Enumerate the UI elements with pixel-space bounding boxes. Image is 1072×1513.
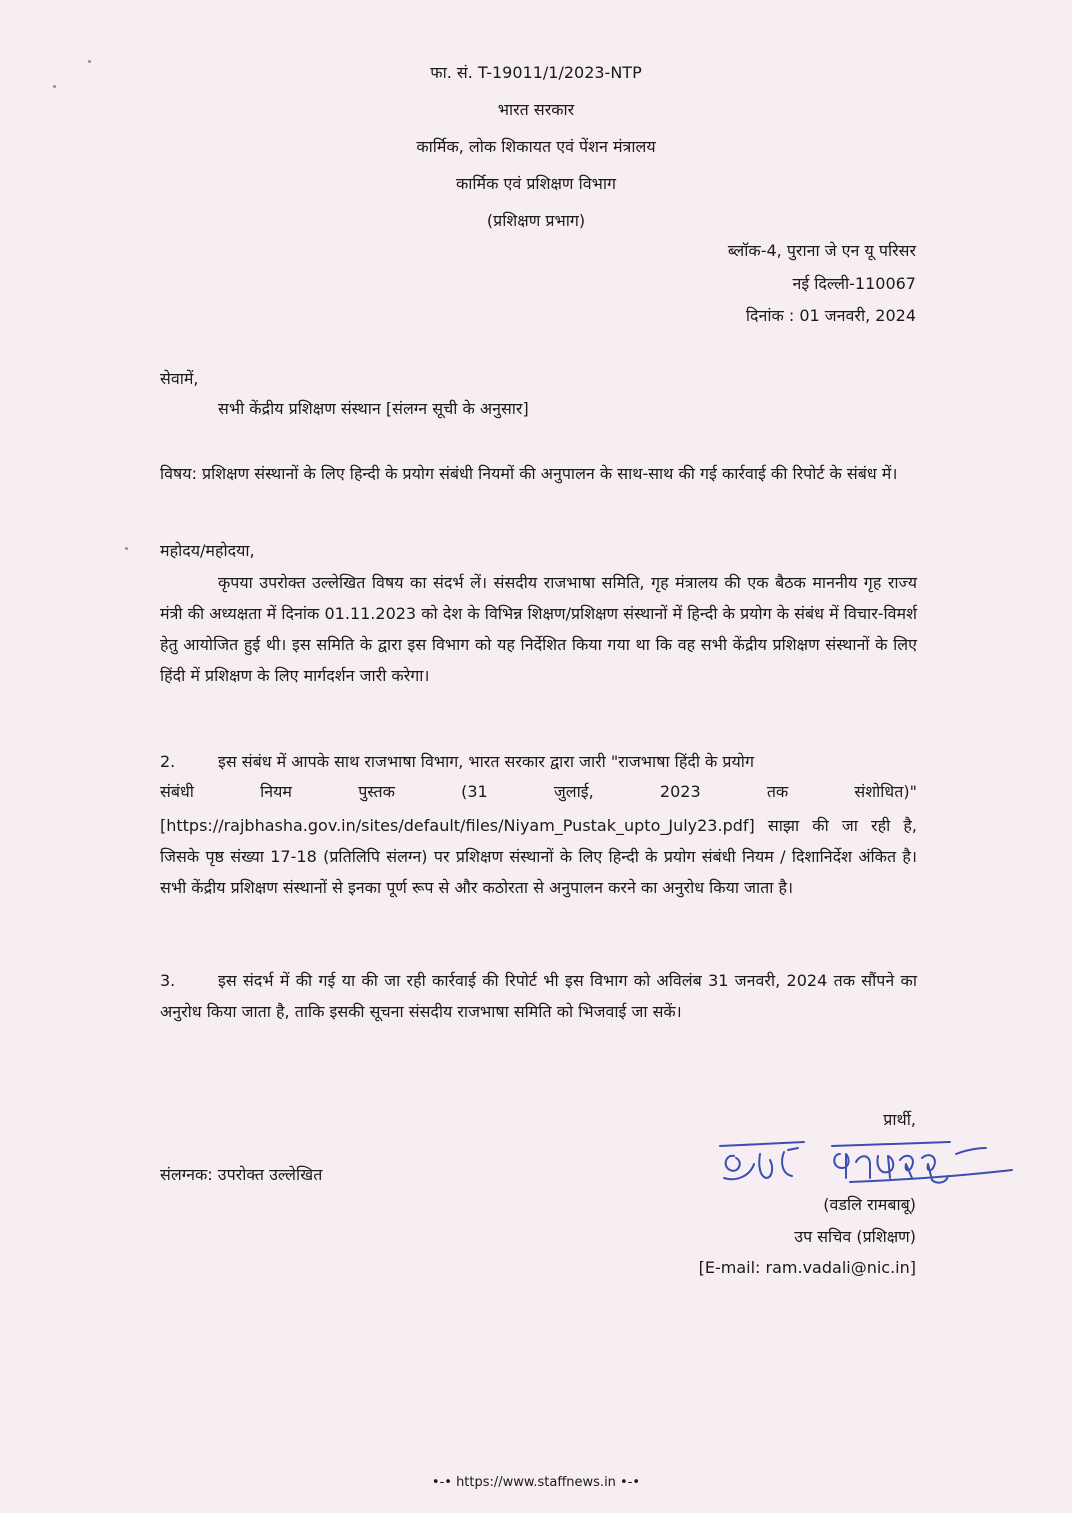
file-number: फा. सं. T-19011/1/2023-NTP [430, 63, 642, 82]
p2-word: नियम [260, 782, 292, 801]
yours-faithfully: प्रार्थी, [883, 1110, 916, 1129]
signatory-name: (वडलि रामबाबू) [823, 1195, 916, 1214]
p2-word: 2023 [659, 782, 701, 801]
paragraph-1: कृपया उपरोक्त उल्लेखित विषय का संदर्भ लें। संसदीय राजभाषा समिति, गृह मंत्रालय की एक बैठक माननीय गृह राज्य मंत्री की अध्यक्षता में दिनांक 01.11.2023 को देश के विभिन्न शिक्षण/प्रशिक्षण संस्थानों में हिन्दी के प्रयोग के संबंध में विचार-विमर्श हेतु आयोजित हुई थी। इस समिति के द्वारा इस विभाग को यह निर्देशित किया गया था कि वह सभी केंद्रीय प्रशिक्षण संस्थानों के लिए हिंदी में प्रशिक्षण के लिए मार्गदर्शन जारी करेगा। [160, 573, 917, 685]
paragraph-2-number: 2. [160, 752, 176, 771]
p2-word: संशोधित)" [854, 782, 917, 801]
ministry-name: कार्मिक, लोक शिकायत एवं पेंशन मंत्रालय [416, 137, 656, 156]
department-name: कार्मिक एवं प्रशिक्षण विभाग [455, 174, 617, 193]
signature [700, 1132, 1030, 1194]
paragraph-3 [160, 965, 917, 1027]
paragraph-2-line-1: इस संबंध में आपके साथ राजभाषा विभाग, भारत सरकार द्वारा जारी "राजभाषा हिंदी के प्रयोग [218, 752, 754, 771]
p2-word: (31 [461, 782, 488, 801]
recipient: सभी केंद्रीय प्रशिक्षण संस्थान [संलग्न सूची के अनुसार] [218, 399, 529, 418]
paragraph-3-number: 3. [160, 971, 176, 990]
enclosure-note: संलग्नक: उपरोक्त उल्लेखित [160, 1165, 323, 1184]
paragraph-2-body: [https://rajbhasha.gov.in/sites/default/files/Niyam_Pustak_upto_July23.pdf] साझा की जा रही है, जिसके पृष्ठ संख्या 17-18 (प्रतिलिपि संलग्न) पर प्रशिक्षण संस्थानों के लिए हिन्दी के प्रयोग संबंधी नियम / दिशानिर्देश अंकित है। सभी केंद्रीय प्रशिक्षण संस्थानों से इनका पूर्ण रूप से और कठोरता से अनुपालन करने का अनुरोध किया जाता है। [160, 816, 917, 897]
salutation-to: सेवामें, [160, 369, 199, 388]
footer-url: •-• https://www.staffnews.in •-• [431, 1475, 641, 1490]
scan-speck [125, 547, 128, 550]
p2-word: तक [766, 782, 789, 801]
p2-word: संबंधी [160, 782, 194, 801]
p2-word: पुस्तक [358, 782, 395, 801]
letter-date: दिनांक : 01 जनवरी, 2024 [745, 306, 916, 325]
scan-speck [53, 85, 56, 88]
subject-line: विषय: प्रशिक्षण संस्थानों के लिए हिन्दी के प्रयोग संबंधी नियमों की अनुपालन के साथ-साथ की गई कार्रवाई की रिपोर्ट के संबंध में। [160, 464, 898, 483]
p2-word: जुलाई, [553, 782, 594, 801]
greeting: महोदय/महोदया, [160, 541, 255, 560]
signatory-email: [E-mail: ram.vadali@nic.in] [698, 1258, 916, 1277]
address-line-2: नई दिल्ली-110067 [792, 274, 916, 293]
address-line-1: ब्लॉक-4, पुराना जे एन यू परिसर [727, 241, 916, 260]
paragraph-2-line-2 [160, 782, 917, 802]
division-name: (प्रशिक्षण प्रभाग) [486, 211, 586, 230]
paragraph-3-text: इस संदर्भ में की गई या की जा रही कार्रवाई की रिपोर्ट भी इस विभाग को अविलंब 31 जनवरी, 2024 तक सौंपने का अनुरोध किया जाता है, ताकि इसकी सूचना संसदीय राजभाषा समिति को भिजवाई जा सकें। [160, 971, 917, 1021]
signatory-designation: उप सचिव (प्रशिक्षण) [794, 1227, 916, 1246]
govt-name: भारत सरकार [497, 100, 575, 119]
